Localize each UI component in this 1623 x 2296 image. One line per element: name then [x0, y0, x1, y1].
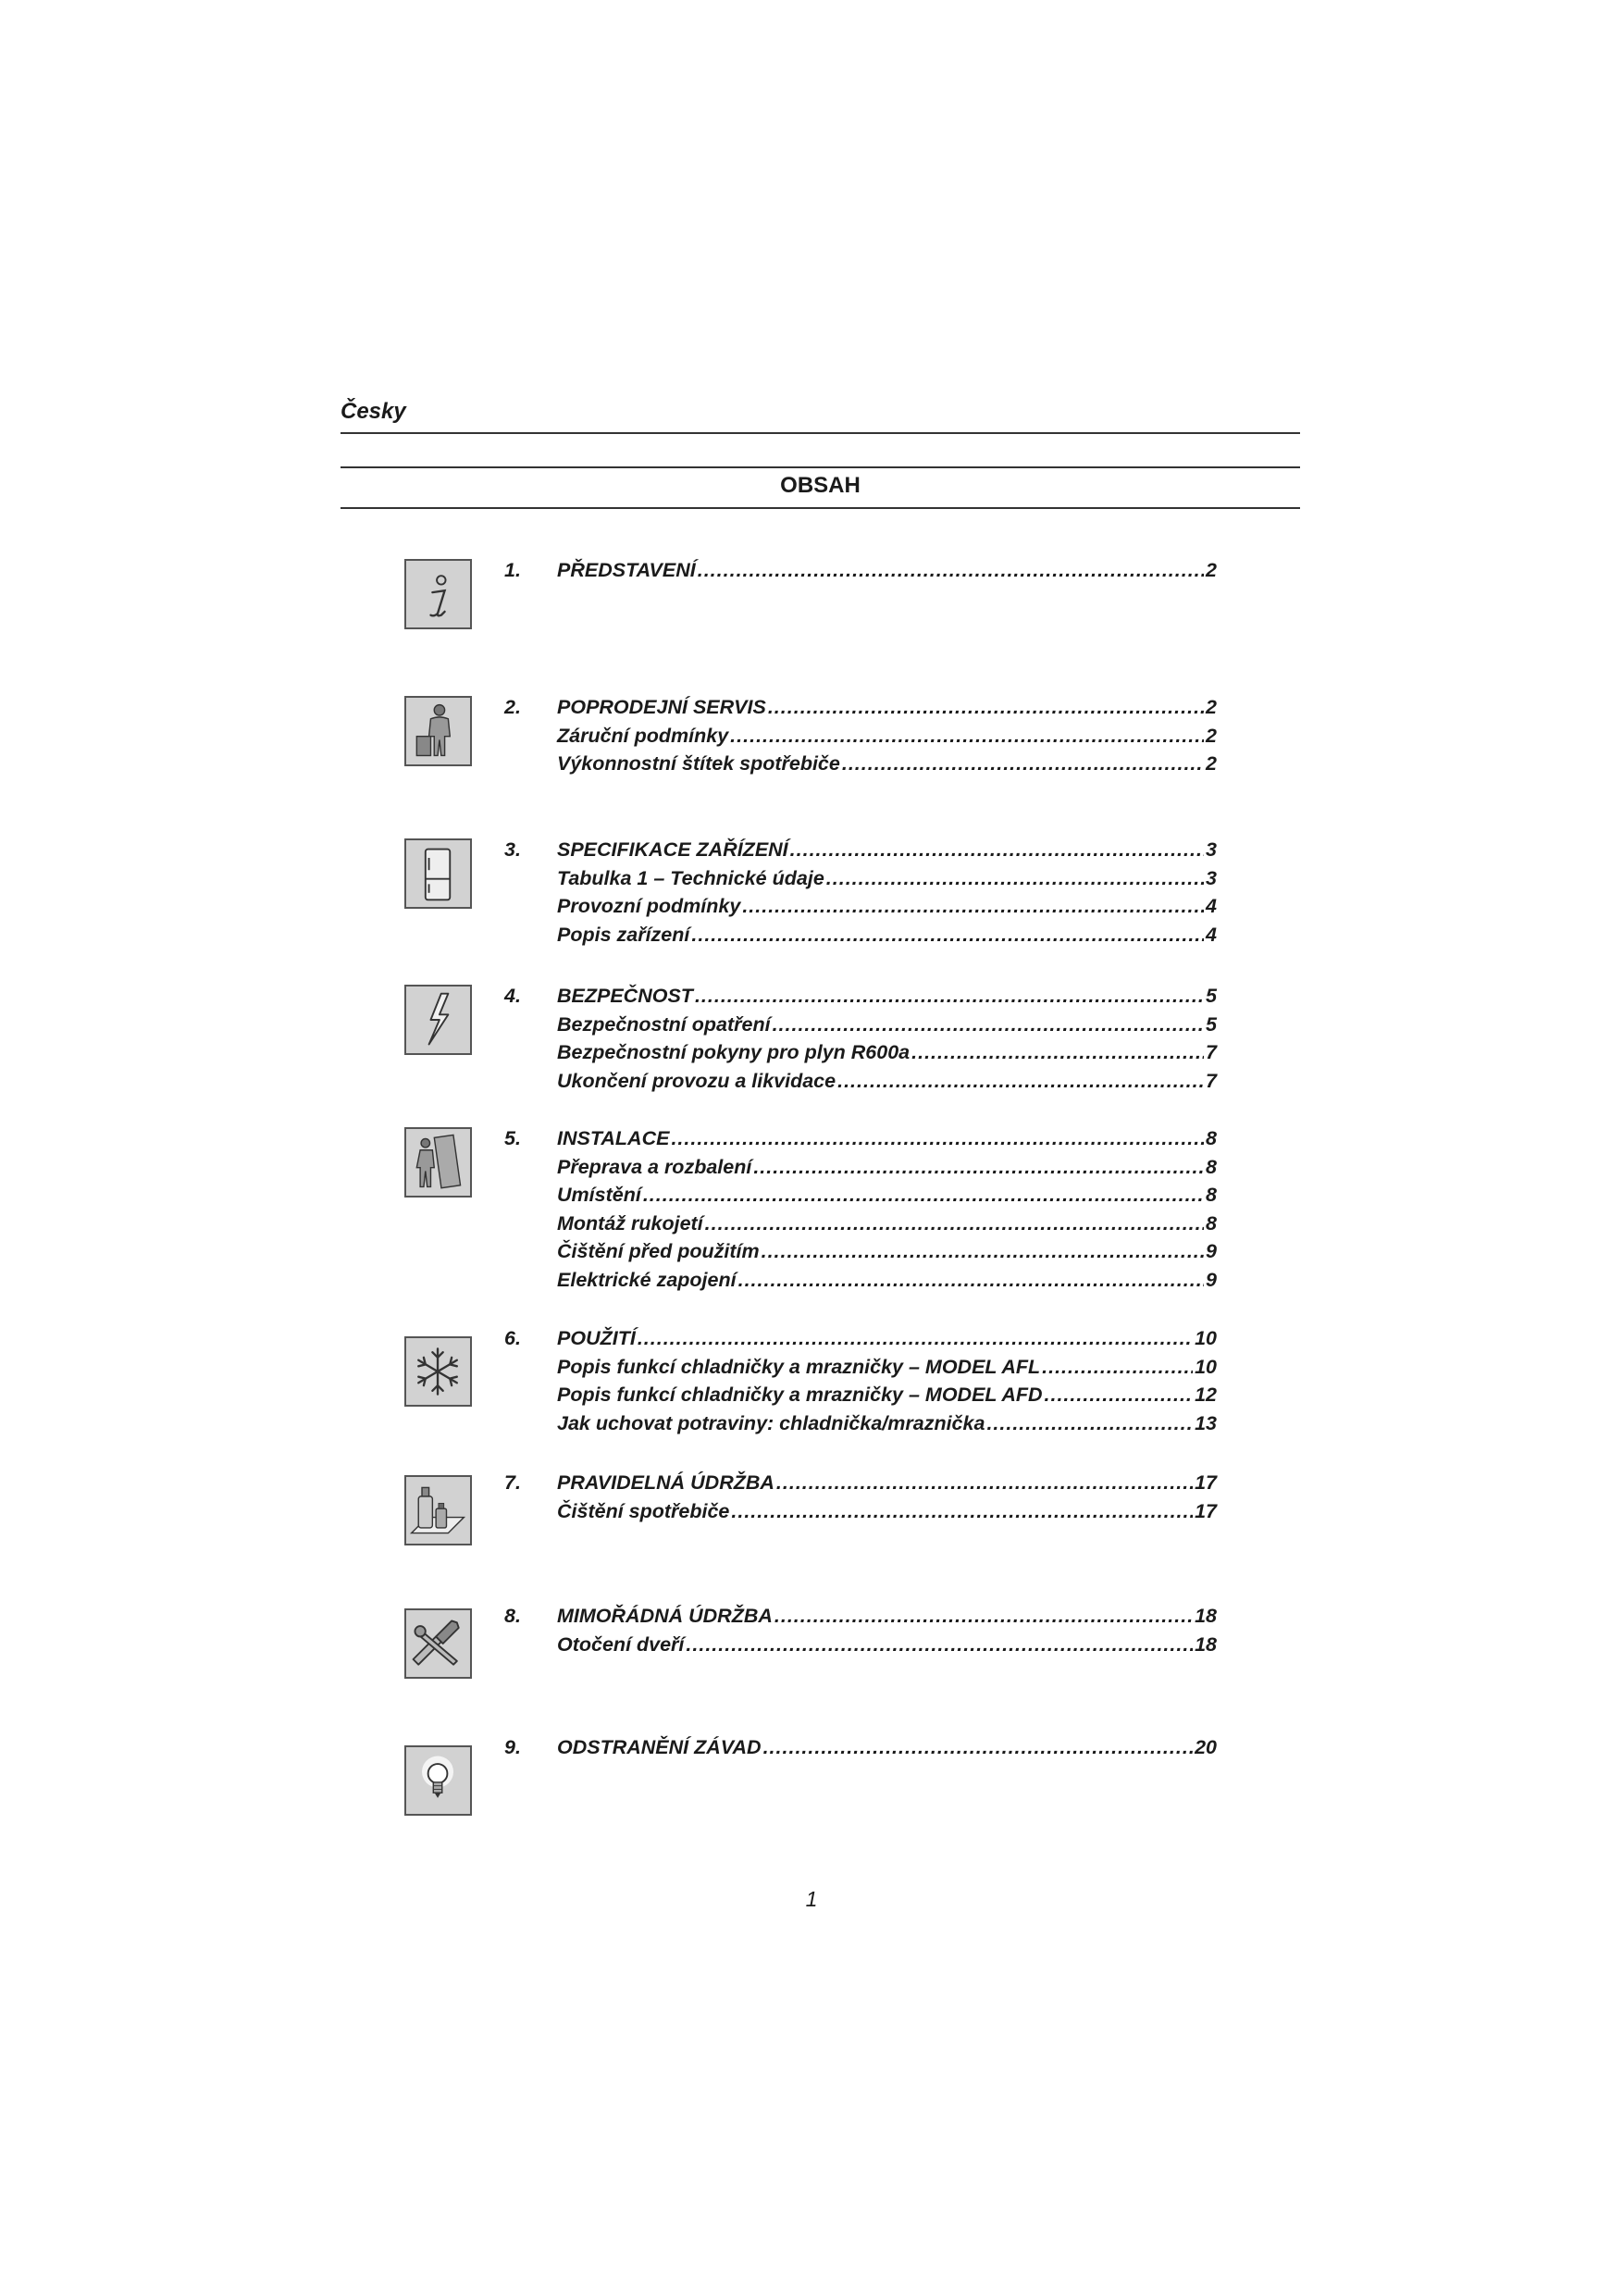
- toc-subentry[interactable]: [504, 867, 1217, 896]
- page-ref: 8: [1206, 1155, 1217, 1178]
- page-title: OBSAH: [780, 473, 861, 498]
- dot-leader: [826, 867, 1204, 895]
- subentry-label: Umístění: [557, 1184, 641, 1206]
- dot-leader: [671, 1127, 1204, 1155]
- subentry-label: Výkonnostní štítek spotřebiče: [557, 752, 840, 775]
- page-ref: 13: [1195, 1411, 1217, 1434]
- page-ref: 18: [1195, 1632, 1217, 1656]
- subentry-label: Jak uchovat potraviny: chladnička/mraznička: [557, 1411, 985, 1434]
- toc-subentry[interactable]: [504, 1013, 1217, 1042]
- page-ref: 18: [1195, 1605, 1217, 1627]
- page-ref: 4: [1206, 923, 1217, 946]
- dot-leader: [1045, 1384, 1194, 1411]
- toc-entry[interactable]: [504, 1127, 1217, 1156]
- section-title: INSTALACE: [557, 1127, 670, 1149]
- toc-subentry[interactable]: [504, 924, 1217, 952]
- section-number: 1.: [504, 559, 521, 581]
- dot-leader: [686, 1633, 1193, 1661]
- page-ref: 2: [1206, 752, 1217, 775]
- dot-leader: [773, 1013, 1204, 1041]
- toc-subentry[interactable]: [504, 1240, 1217, 1269]
- toc-subentry[interactable]: [504, 1156, 1217, 1185]
- installer-icon: [404, 1127, 472, 1198]
- toc-subentry[interactable]: [504, 1356, 1217, 1384]
- section-title: POPRODEJNÍ SERVIS: [557, 696, 766, 718]
- subentry-label: Ukončení provozu a likvidace: [557, 1069, 836, 1092]
- toc-subentry[interactable]: [504, 895, 1217, 924]
- section-number: 4.: [504, 985, 521, 1007]
- section-title: BEZPEČNOST: [557, 985, 693, 1007]
- section-number: 6.: [504, 1327, 521, 1349]
- toc-subentry[interactable]: [504, 1184, 1217, 1212]
- dot-leader: [776, 1471, 1193, 1499]
- subentry-label: Bezpečnostní pokyny pro plyn R600a: [557, 1041, 911, 1063]
- fridge-icon: [404, 838, 472, 909]
- tools-icon: [404, 1608, 472, 1679]
- service-technician-icon: [404, 696, 472, 766]
- subentry-label: Popis funkcí chladničky a mrazničky – MODEL AFD: [557, 1384, 1043, 1406]
- cleaning-bottles-icon: [404, 1475, 472, 1545]
- subentry-label: Popis zařízení: [557, 923, 690, 946]
- page-ref: 5: [1206, 1012, 1217, 1036]
- page-ref: 8: [1206, 1127, 1217, 1149]
- dot-leader: [730, 725, 1204, 752]
- page-ref: 8: [1206, 1211, 1217, 1235]
- toc-entry[interactable]: [504, 838, 1217, 867]
- page-ref: 3: [1206, 838, 1217, 861]
- page-ref: 4: [1206, 895, 1217, 917]
- toc-subentry[interactable]: [504, 725, 1217, 753]
- dot-leader: [986, 1412, 1193, 1440]
- toc-subentry[interactable]: [504, 752, 1217, 781]
- page-ref: 20: [1195, 1736, 1217, 1758]
- subentry-label: Elektrické zapojení: [557, 1268, 737, 1291]
- subentry-label: Bezpečnostní opatření: [557, 1012, 771, 1036]
- light-bulb-icon: [404, 1745, 472, 1816]
- section-number: 3.: [504, 838, 521, 861]
- toc-subentry[interactable]: [504, 1633, 1217, 1662]
- page-ref: 8: [1206, 1184, 1217, 1206]
- toc-entry[interactable]: [504, 1605, 1217, 1633]
- subentry-label: Záruční podmínky: [557, 724, 729, 747]
- toc-entry[interactable]: [504, 1327, 1217, 1356]
- page-ref: 12: [1195, 1384, 1217, 1406]
- page-ref: 5: [1206, 985, 1217, 1007]
- dot-leader: [911, 1041, 1204, 1069]
- subentry-label: Přeprava a rozbalení: [557, 1155, 752, 1178]
- dot-leader: [1042, 1356, 1193, 1384]
- dot-leader: [698, 559, 1204, 587]
- title-top-rule: [341, 466, 1300, 468]
- dot-leader: [705, 1212, 1204, 1240]
- title-bottom-rule: [341, 507, 1300, 509]
- page-ref: 2: [1206, 696, 1217, 718]
- toc-subentry[interactable]: [504, 1212, 1217, 1241]
- toc-subentry[interactable]: [504, 1384, 1217, 1412]
- dot-leader: [643, 1184, 1204, 1211]
- toc-entry[interactable]: [504, 696, 1217, 725]
- dot-leader: [738, 1269, 1204, 1297]
- subentry-label: Tabulka 1 – Technické údaje: [557, 866, 824, 889]
- subentry-label: Popis funkcí chladničky a mrazničky – MODEL AFL: [557, 1355, 1041, 1378]
- dot-leader: [763, 1736, 1194, 1764]
- toc-entry[interactable]: [504, 1736, 1217, 1765]
- subentry-label: Otočení dveří: [557, 1632, 685, 1656]
- toc-entry[interactable]: [504, 1471, 1217, 1500]
- snowflake-icon: [404, 1336, 472, 1407]
- toc-subentry[interactable]: [504, 1412, 1217, 1441]
- toc-subentry[interactable]: [504, 1070, 1217, 1098]
- section-number: 5.: [504, 1127, 521, 1149]
- subentry-label: Čištění před použitím: [557, 1240, 760, 1262]
- section-title: MIMOŘÁDNÁ ÚDRŽBA: [557, 1605, 773, 1627]
- dot-leader: [762, 1240, 1204, 1268]
- section-title: PRAVIDELNÁ ÚDRŽBA: [557, 1471, 774, 1494]
- dot-leader: [695, 985, 1204, 1012]
- dot-leader: [638, 1327, 1193, 1355]
- section-number: 2.: [504, 696, 521, 718]
- section-number: 7.: [504, 1471, 521, 1494]
- section-number: 9.: [504, 1736, 521, 1758]
- page-ref: 9: [1206, 1240, 1217, 1262]
- section-title: POUŽITÍ: [557, 1327, 636, 1349]
- dot-leader: [790, 838, 1204, 866]
- page-ref: 7: [1206, 1069, 1217, 1092]
- toc-subentry[interactable]: [504, 1269, 1217, 1297]
- dot-leader: [768, 696, 1204, 724]
- subentry-label: Čištění spotřebiče: [557, 1499, 730, 1522]
- language-label: Česky: [341, 399, 406, 424]
- page-ref: 7: [1206, 1041, 1217, 1063]
- page-ref: 10: [1195, 1355, 1217, 1378]
- dot-leader: [753, 1156, 1204, 1184]
- toc-entry[interactable]: [504, 559, 1217, 588]
- page-number: 1: [805, 1887, 818, 1911]
- dot-leader: [742, 895, 1204, 923]
- page-ref: 3: [1206, 866, 1217, 889]
- subentry-label: Montáž rukojetí: [557, 1211, 703, 1235]
- page-ref: 17: [1195, 1499, 1217, 1522]
- lightning-bolt-icon: [404, 985, 472, 1055]
- info-icon: [404, 559, 472, 629]
- toc-subentry[interactable]: [504, 1041, 1217, 1070]
- section-title: SPECIFIKACE ZAŘÍZENÍ: [557, 838, 788, 861]
- page-ref: 17: [1195, 1471, 1217, 1494]
- dot-leader: [837, 1070, 1204, 1098]
- header-top-rule: [341, 432, 1300, 434]
- dot-leader: [691, 924, 1204, 951]
- toc-entry[interactable]: [504, 985, 1217, 1013]
- section-title: ODSTRANĚNÍ ZÁVAD: [557, 1736, 762, 1758]
- toc-subentry[interactable]: [504, 1500, 1217, 1529]
- section-number: 8.: [504, 1605, 521, 1627]
- page-ref: 9: [1206, 1268, 1217, 1291]
- dot-leader: [774, 1605, 1193, 1632]
- subentry-label: Provozní podmínky: [557, 895, 741, 917]
- page-ref: 10: [1195, 1327, 1217, 1349]
- section-title: PŘEDSTAVENÍ: [557, 559, 696, 581]
- dot-leader: [842, 752, 1204, 780]
- page-ref: 2: [1206, 559, 1217, 581]
- dot-leader: [731, 1500, 1193, 1528]
- page-ref: 2: [1206, 724, 1217, 747]
